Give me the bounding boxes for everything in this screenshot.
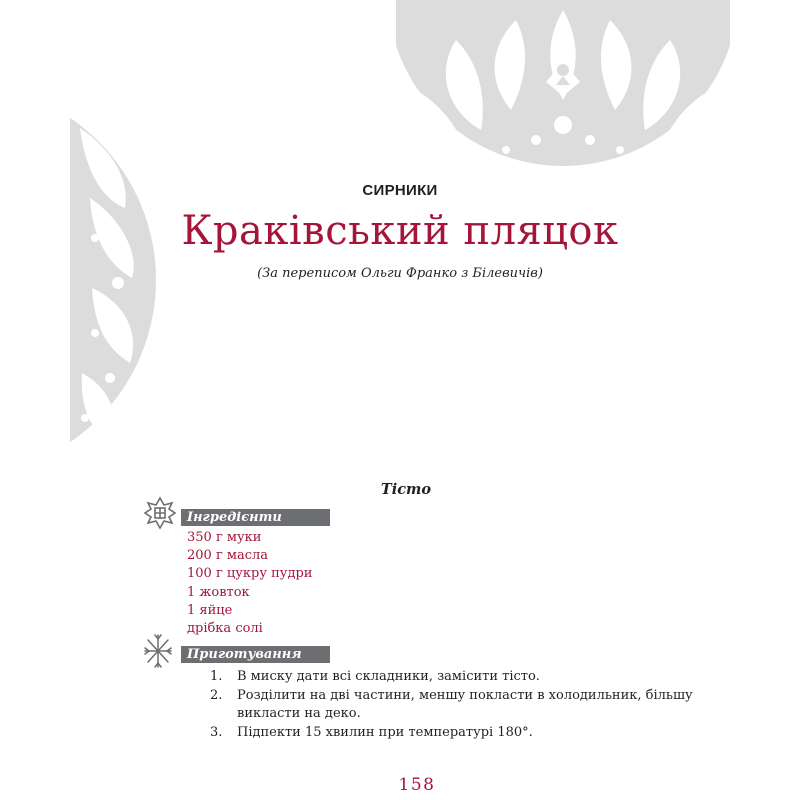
page-number: 158: [398, 775, 436, 795]
page-margin-left: [0, 0, 70, 800]
asterisk-star-icon: [142, 632, 174, 670]
folk-ornament-top: [396, 0, 730, 166]
step-number: 3.: [210, 724, 223, 740]
recipe-source: (За переписом Ольги Франко з Білевичів): [257, 266, 543, 281]
method-heading: Приготування: [181, 646, 330, 663]
page-margin-right: [730, 0, 800, 800]
ingredient-item: 200 г масла: [187, 548, 269, 564]
section-label: СИРНИКИ: [362, 182, 438, 199]
step-text: Розділити на дві частини, меншу покласти в холодильник, більшу викласти на деко.: [237, 687, 693, 721]
step-text: В миску дати всі складники, замісити тісто.: [237, 669, 540, 684]
part-title: Тісто: [380, 481, 432, 498]
method-step: [210, 668, 710, 687]
ingredients-heading: Інгредієнти: [181, 509, 330, 526]
step-text: Підпекти 15 хвилин при температурі 180°.: [237, 724, 533, 740]
method-steps: [210, 668, 710, 742]
recipe-title: Краківський пляцок: [181, 208, 619, 254]
step-number: 2.: [210, 687, 223, 703]
step-number: 1.: [210, 669, 223, 684]
method-step: [210, 724, 710, 743]
ingredient-item: 350 г муки: [187, 530, 262, 545]
method-step: [210, 687, 710, 724]
ingredient-item: 1 яйце: [187, 602, 233, 618]
eight-point-star-icon: [143, 496, 177, 530]
ingredients-list: [187, 529, 312, 638]
ingredient-item: дрібка солі: [187, 621, 263, 637]
ingredient-item: 1 жовток: [187, 584, 250, 600]
ingredient-item: 100 г цукру пудри: [187, 566, 313, 582]
